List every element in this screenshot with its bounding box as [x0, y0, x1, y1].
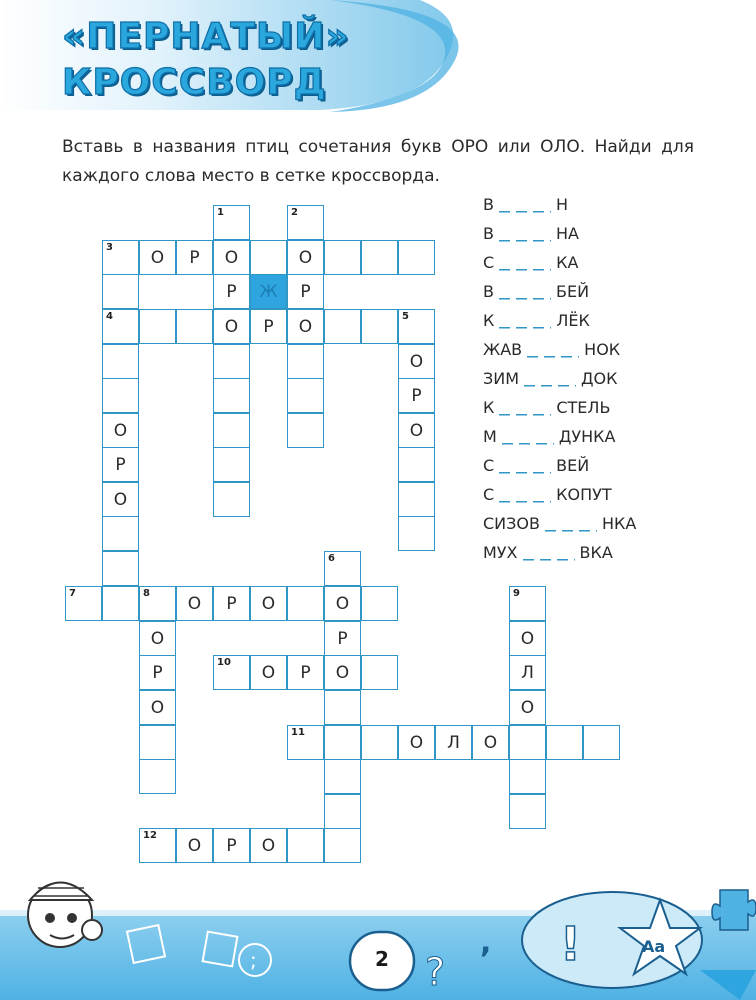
crossword-cell[interactable]: [213, 274, 250, 309]
crossword-cell[interactable]: [213, 309, 250, 344]
crossword-cell[interactable]: [324, 828, 361, 863]
word-item: СИЗОВ НКА: [483, 514, 637, 533]
crossword-cell[interactable]: [213, 205, 250, 240]
cell-letter: Р: [226, 835, 237, 856]
crossword-cell[interactable]: [546, 725, 583, 760]
word-item: С ВЕЙ: [483, 456, 590, 475]
cell-letter: О: [409, 351, 424, 372]
clue-number: 4: [106, 311, 113, 322]
crossword-cell[interactable]: [324, 759, 361, 794]
cell-letter: О: [335, 593, 350, 614]
crossword-cell[interactable]: [583, 725, 620, 760]
letter-blank: [545, 518, 597, 532]
clue-number: 7: [69, 588, 76, 599]
cell-letter: Р: [300, 281, 311, 302]
crossword-cell[interactable]: [287, 413, 324, 448]
crossword-cell[interactable]: [102, 482, 139, 517]
crossword-cell[interactable]: [102, 378, 139, 413]
crossword-cell[interactable]: [324, 725, 361, 760]
crossword-cell[interactable]: [287, 274, 324, 309]
crossword-cell[interactable]: [324, 690, 361, 725]
crossword-cell[interactable]: [287, 725, 324, 760]
word-item: С КА: [483, 253, 579, 272]
word-item: С КОПУТ: [483, 485, 612, 504]
crossword-cell[interactable]: [176, 309, 213, 344]
clue-number: 12: [143, 830, 157, 841]
clue-number: 8: [143, 588, 150, 599]
letter-blank: [499, 199, 551, 213]
cell-letter: О: [520, 628, 535, 649]
instruction-text: Вставь в названия птиц сочетания букв ОРО или ОЛО. Найди для каждого слова место в сетке кроссворда.: [62, 137, 694, 186]
clue-number: 2: [291, 207, 298, 218]
crossword-cell[interactable]: [102, 551, 139, 586]
cell-letter: О: [150, 697, 165, 718]
crossword-cell[interactable]: [361, 309, 398, 344]
crossword-cell[interactable]: [509, 690, 546, 725]
page-title-line-1: «ПЕРНАТЫЙ»: [62, 16, 350, 57]
crossword-cell[interactable]: [361, 586, 398, 621]
crossword-cell[interactable]: [324, 586, 361, 621]
cell-letter: О: [409, 420, 424, 441]
letter-blank: [499, 402, 551, 416]
word-item: ЖАВ НОК: [483, 340, 621, 359]
cell-letter: О: [261, 835, 276, 856]
crossword-cell[interactable]: [398, 725, 435, 760]
crossword-cell[interactable]: [324, 240, 361, 275]
boy-mascot-icon: [28, 883, 102, 948]
crossword-cell[interactable]: [509, 794, 546, 829]
crossword-cell[interactable]: [139, 655, 176, 690]
crossword-cell[interactable]: [65, 586, 102, 621]
crossword-cell[interactable]: [324, 309, 361, 344]
crossword-cell[interactable]: [509, 759, 546, 794]
letter-blank: [527, 344, 579, 358]
cell-letter: О: [224, 247, 239, 268]
clue-number: 5: [402, 311, 409, 322]
crossword-cell[interactable]: [139, 309, 176, 344]
crossword-cell[interactable]: [287, 828, 324, 863]
cell-letter: О: [520, 697, 535, 718]
cell-letter: О: [150, 247, 165, 268]
letter-blank: [499, 228, 551, 242]
crossword-cell[interactable]: [139, 759, 176, 794]
crossword-cell[interactable]: [102, 240, 139, 275]
crossword-cell[interactable]: [250, 828, 287, 863]
crossword-cell[interactable]: [509, 655, 546, 690]
crossword-cell[interactable]: [250, 586, 287, 621]
crossword-cell[interactable]: [102, 413, 139, 448]
crossword-cell[interactable]: [509, 586, 546, 621]
crossword-cell[interactable]: [213, 828, 250, 863]
crossword-cell[interactable]: [287, 655, 324, 690]
crossword-cell[interactable]: [139, 690, 176, 725]
word-item: К СТЕЛЬ: [483, 398, 611, 417]
cell-letter: О: [298, 316, 313, 337]
crossword-cell[interactable]: [398, 482, 435, 517]
word-item: В НА: [483, 224, 579, 243]
cell-letter: О: [261, 662, 276, 683]
crossword-cell[interactable]: [435, 725, 472, 760]
aa-glyph: Aa: [642, 937, 666, 956]
cell-letter: Л: [521, 662, 534, 683]
letter-blank: [499, 257, 551, 271]
comma-glyph: ,: [480, 925, 492, 960]
letter-blank: [523, 547, 575, 561]
crossword-cell[interactable]: [102, 309, 139, 344]
crossword-cell[interactable]: [176, 240, 213, 275]
question-glyph: ?: [425, 950, 446, 994]
letter-blank: [499, 460, 551, 474]
crossword-cell[interactable]: [287, 378, 324, 413]
cell-letter: О: [113, 489, 128, 510]
cell-letter: О: [187, 835, 202, 856]
crossword-cell[interactable]: [287, 205, 324, 240]
crossword-cell[interactable]: [176, 586, 213, 621]
crossword-cell[interactable]: [250, 240, 287, 275]
crossword-cell[interactable]: [213, 447, 250, 482]
crossword-cell[interactable]: [287, 344, 324, 379]
cell-letter: Р: [337, 628, 348, 649]
crossword-cell[interactable]: [139, 725, 176, 760]
crossword-cell[interactable]: [361, 240, 398, 275]
crossword-cell[interactable]: [509, 725, 546, 760]
crossword-cell[interactable]: [398, 240, 435, 275]
crossword-cell[interactable]: [213, 378, 250, 413]
crossword-cell[interactable]: [213, 240, 250, 275]
crossword-cell[interactable]: [361, 725, 398, 760]
clue-number: 3: [106, 242, 113, 253]
crossword-cell[interactable]: [102, 447, 139, 482]
crossword-cell[interactable]: [287, 586, 324, 621]
page-number: 2: [375, 947, 389, 971]
clue-number: 1: [217, 207, 224, 218]
page-title-line-2: КРОССВОРД: [62, 62, 327, 103]
cell-letter: О: [483, 732, 498, 753]
cell-letter: О: [298, 247, 313, 268]
word-item: В БЕЙ: [483, 282, 590, 301]
crossword-cell[interactable]: [213, 586, 250, 621]
crossword-cell[interactable]: [361, 655, 398, 690]
crossword-cell[interactable]: [139, 828, 176, 863]
crossword-cell[interactable]: [102, 586, 139, 621]
crossword-cell[interactable]: [324, 551, 361, 586]
cell-letter: Р: [189, 247, 200, 268]
cell-letter: Р: [300, 662, 311, 683]
exclamation-glyph: !: [560, 917, 581, 971]
crossword-cell[interactable]: [213, 344, 250, 379]
crossword-cell[interactable]: [250, 309, 287, 344]
crossword-cell[interactable]: [324, 621, 361, 656]
crossword-cell[interactable]: [398, 413, 435, 448]
word-item: ЗИМ ДОК: [483, 369, 618, 388]
crossword-cell[interactable]: [213, 655, 250, 690]
crossword-cell[interactable]: [139, 240, 176, 275]
crossword-cell[interactable]: [509, 621, 546, 656]
crossword-cell[interactable]: [102, 516, 139, 551]
crossword-cell[interactable]: [398, 516, 435, 551]
crossword-cell[interactable]: [398, 309, 435, 344]
crossword-cell[interactable]: [324, 794, 361, 829]
cell-letter: Р: [152, 662, 163, 683]
letter-blank: [499, 489, 551, 503]
cell-letter: Р: [226, 593, 237, 614]
crossword-cell[interactable]: [139, 586, 176, 621]
crossword-cell[interactable]: [102, 344, 139, 379]
cell-letter: О: [113, 420, 128, 441]
crossword-cell[interactable]: [398, 378, 435, 413]
crossword-cell[interactable]: [398, 344, 435, 379]
cell-letter: Л: [447, 732, 460, 753]
cell-letter: Р: [226, 281, 237, 302]
word-item: К ЛЁК: [483, 311, 590, 330]
cell-letter: Ж: [259, 281, 278, 302]
cell-letter: Р: [115, 454, 126, 475]
letter-blank: [502, 431, 554, 445]
clue-number: 6: [328, 553, 335, 564]
letter-blank: [499, 315, 551, 329]
letter-blank: [524, 373, 576, 387]
word-item: МУХ ВКА: [483, 543, 613, 562]
semicolon-glyph: ;: [250, 948, 257, 972]
crossword-cell-highlighted[interactable]: [250, 274, 287, 309]
crossword-cell[interactable]: [398, 447, 435, 482]
cell-letter: Р: [411, 385, 422, 406]
exclamation-bubble-icon: [522, 892, 702, 988]
crossword-cell[interactable]: [250, 655, 287, 690]
letter-blank: [499, 286, 551, 300]
crossword-cell[interactable]: [287, 240, 324, 275]
crossword-cell[interactable]: [176, 828, 213, 863]
clue-number: 11: [291, 727, 305, 738]
cell-letter: О: [335, 662, 350, 683]
clue-number: 10: [217, 657, 231, 668]
crossword-cell[interactable]: [472, 725, 509, 760]
crossword-cell[interactable]: [139, 621, 176, 656]
cell-letter: О: [187, 593, 202, 614]
cell-letter: Р: [263, 316, 274, 337]
cell-letter: О: [224, 316, 239, 337]
cell-letter: О: [409, 732, 424, 753]
clue-number: 9: [513, 588, 520, 599]
crossword-cell[interactable]: [213, 482, 250, 517]
cell-letter: О: [150, 628, 165, 649]
cell-letter: О: [261, 593, 276, 614]
crossword-cell[interactable]: [102, 274, 139, 309]
word-item: В Н: [483, 195, 569, 214]
crossword-cell[interactable]: [324, 655, 361, 690]
crossword-cell[interactable]: [213, 413, 250, 448]
word-item: М ДУНКА: [483, 427, 616, 446]
crossword-cell[interactable]: [287, 309, 324, 344]
